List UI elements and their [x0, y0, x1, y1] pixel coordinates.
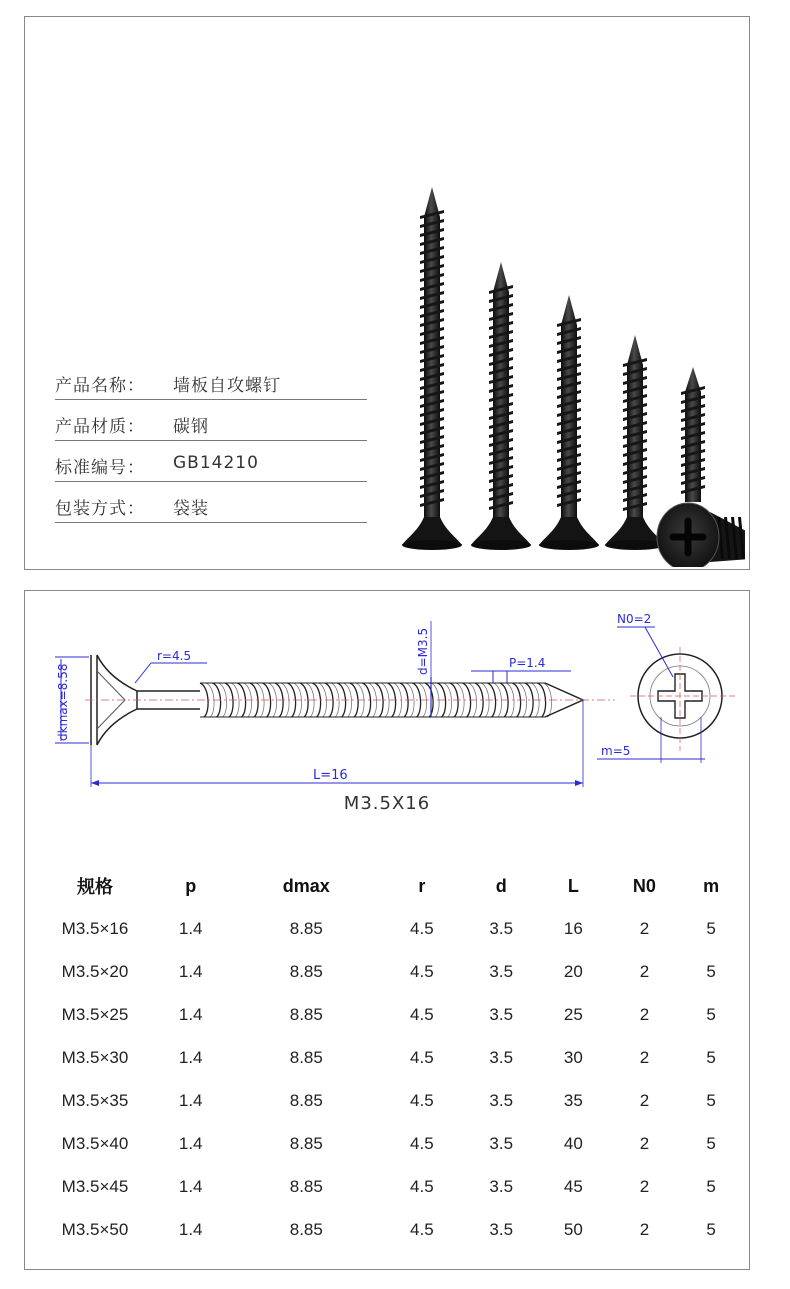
header-cell: L [567, 875, 579, 896]
info-row-packaging [55, 492, 367, 523]
table-cell: 1.4 [178, 1090, 203, 1110]
info-label: 包装方式： [55, 499, 145, 519]
screw-1 [402, 187, 462, 550]
table-cell: 3.5 [489, 1176, 514, 1196]
table-cell: 4.5 [410, 1004, 434, 1024]
table-cell: 8.85 [289, 1219, 323, 1239]
info-row-standard [55, 451, 367, 482]
table-cell: 8.85 [289, 918, 323, 938]
table-cell: 1.4 [178, 1047, 203, 1067]
table-cell: 2 [639, 1133, 650, 1153]
table-cell: M3.5×30 [61, 1047, 129, 1067]
header-cell: p [185, 875, 197, 896]
drawing-caption: M3.5X16 [343, 793, 431, 814]
table-cell: 8.85 [289, 1004, 323, 1024]
table-row [39, 1165, 739, 1208]
spec-table [39, 865, 739, 1251]
table-cell: 5 [706, 1090, 716, 1110]
screw-3 [539, 295, 599, 550]
table-cell: 30 [563, 1047, 583, 1067]
table-cell: M3.5×25 [61, 1004, 129, 1024]
screw-product-image [355, 167, 745, 567]
table-cell: 5 [706, 1176, 716, 1196]
table-cell: 3.5 [489, 1047, 514, 1067]
header-cell: 规格 [77, 877, 113, 897]
table-cell: 25 [563, 1004, 583, 1024]
table-cell: 8.85 [289, 1176, 323, 1196]
product-info-panel [24, 16, 750, 570]
table-cell: 1.4 [178, 1133, 203, 1153]
info-value: 袋装 [173, 499, 209, 519]
header-cell: m [703, 875, 720, 896]
table-cell: 2 [639, 1047, 650, 1067]
table-cell: M3.5×16 [61, 918, 129, 938]
table-row [39, 907, 739, 950]
table-cell: 8.85 [289, 1133, 323, 1153]
p-label: P=1.4 [509, 656, 546, 670]
header-cell: N0 [632, 875, 656, 896]
table-cell: 2 [639, 918, 650, 938]
table-cell: 1.4 [178, 961, 203, 981]
table-cell: M3.5×40 [61, 1133, 129, 1153]
table-cell: 3.5 [489, 918, 514, 938]
r-label: r=4.5 [157, 649, 192, 663]
table-cell: 5 [706, 961, 716, 981]
table-cell: 4.5 [410, 961, 434, 981]
table-cell: 50 [563, 1219, 583, 1239]
info-row-material [55, 410, 367, 441]
screw-2 [471, 262, 531, 550]
table-cell: 2 [639, 1176, 650, 1196]
d-label: d=M3.5 [416, 627, 430, 675]
info-label: 产品材质： [55, 417, 145, 437]
table-cell: 4.5 [410, 1133, 434, 1153]
technical-drawing [25, 591, 749, 791]
table-cell: M3.5×35 [61, 1090, 129, 1110]
table-cell: 4.5 [410, 918, 434, 938]
spec-panel [24, 590, 750, 1270]
table-cell: 5 [706, 918, 716, 938]
table-header-row [39, 865, 739, 907]
info-label: 产品名称： [55, 376, 145, 396]
header-cell: r [418, 875, 426, 896]
table-cell: 4.5 [410, 1090, 434, 1110]
table-cell: 16 [563, 918, 583, 938]
table-cell: 5 [706, 1219, 716, 1239]
table-row [39, 950, 739, 993]
header-cell: d [495, 875, 507, 896]
header-cell: dmax [282, 875, 330, 896]
table-cell: 1.4 [178, 1004, 203, 1024]
table-row [39, 993, 739, 1036]
table-cell: 35 [563, 1090, 583, 1110]
table-cell: 8.85 [289, 961, 323, 981]
table-cell: 8.85 [289, 1047, 323, 1067]
table-cell: 3.5 [489, 1004, 514, 1024]
table-cell: 2 [639, 1090, 650, 1110]
table-cell: M3.5×20 [61, 961, 129, 981]
no-label: N0=2 [617, 612, 652, 626]
table-cell: 8.85 [289, 1090, 323, 1110]
table-cell: 45 [563, 1176, 583, 1196]
table-cell: 3.5 [489, 1219, 514, 1239]
table-cell: 40 [563, 1133, 583, 1153]
m-label: m=5 [601, 744, 631, 758]
screw-4 [605, 335, 665, 550]
info-label: 标准编号： [55, 458, 145, 478]
l-label: L=16 [313, 768, 348, 783]
table-cell: 3.5 [489, 1133, 514, 1153]
info-row-name [55, 369, 367, 400]
info-value: 碳钢 [173, 417, 209, 437]
table-cell: 5 [706, 1004, 716, 1024]
table-cell: 2 [639, 961, 650, 981]
table-cell: 4.5 [410, 1219, 434, 1239]
table-row [39, 1036, 739, 1079]
table-cell: 1.4 [178, 918, 203, 938]
dk-label: dkmax=8.58 [56, 663, 70, 741]
table-cell: 1.4 [178, 1176, 203, 1196]
info-value: 墙板自攻螺钉 [173, 376, 281, 396]
table-cell: 4.5 [410, 1176, 434, 1196]
table-cell: M3.5×50 [61, 1219, 129, 1239]
table-cell: M3.5×45 [61, 1176, 129, 1196]
table-cell: 5 [706, 1047, 716, 1067]
table-cell: 3.5 [489, 961, 514, 981]
screw-head-view [657, 503, 745, 567]
info-value: GB14210 [173, 453, 259, 473]
table-row [39, 1079, 739, 1122]
table-cell: 4.5 [410, 1047, 434, 1067]
table-cell: 20 [563, 961, 583, 981]
table-cell: 5 [706, 1133, 716, 1153]
table-row [39, 1122, 739, 1165]
table-cell: 3.5 [489, 1090, 514, 1110]
table-cell: 2 [639, 1004, 650, 1024]
table-cell: 2 [639, 1219, 650, 1239]
table-row [39, 1208, 739, 1251]
table-cell: 1.4 [178, 1219, 203, 1239]
